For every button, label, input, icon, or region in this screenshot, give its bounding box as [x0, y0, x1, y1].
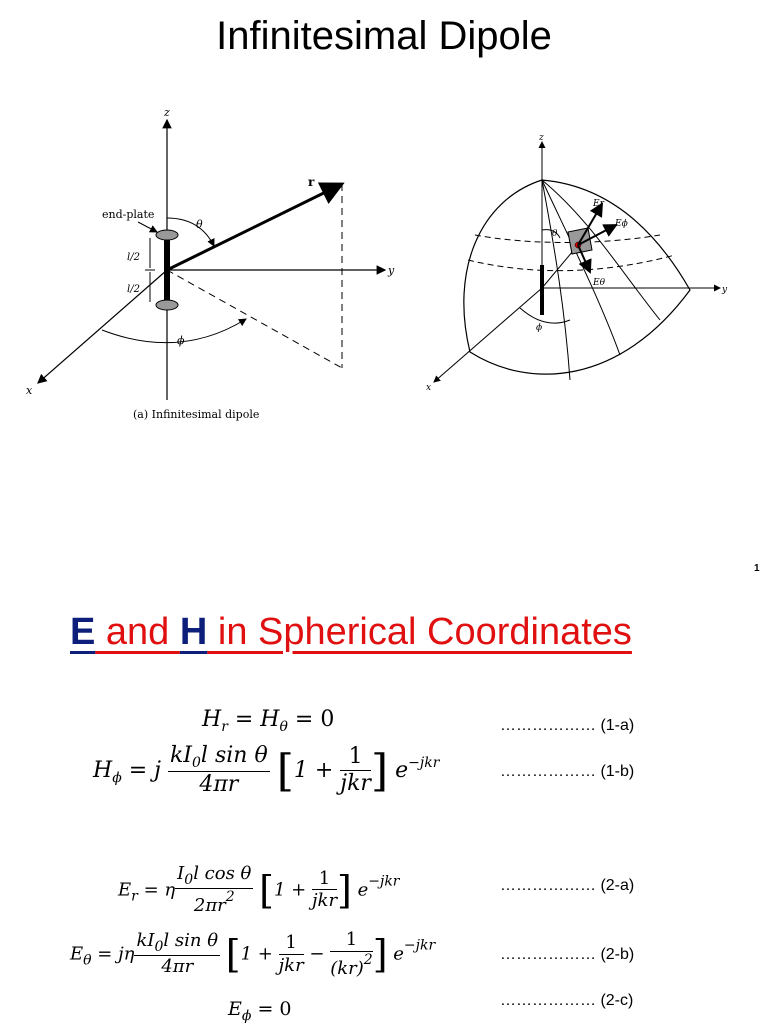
equation-2a: $E_r = \eta$ $\frac{I_0l \cos \theta}{2\pi r^2}$ [1 + $\frac{1}{\text{jkr}}$ ] $e^{-jkr}$	[118, 863, 400, 917]
equation-2b: $E_\theta = j\eta$ $\frac{kI_0l \sin \theta}{4\pi r}$ [1 + $\frac{1}{\text{jkr}}$ − $\frac{1}{(kr)^2}$ ] $e^{-jkr}$	[70, 929, 436, 979]
title-rest: in Spherical Coordinates	[207, 611, 632, 653]
spherical-field-figure	[420, 130, 740, 400]
equation-2c: $E_\phi = 0$	[228, 998, 292, 1024]
title-and: and	[95, 611, 180, 653]
equation-1b: $H_\phi = j$ $\frac{kI_0l \sin \theta}{4\pi r}$ [1 + $\frac{1}{\text{jkr}}$ ] $e^{-jkr}$	[93, 743, 440, 798]
end-plate-bottom	[156, 300, 178, 310]
r-label: r	[308, 175, 315, 189]
equation-ref-2b: ……………… (2-b)	[500, 946, 635, 963]
page-number: 1	[754, 563, 760, 574]
equation-ref-1a: ……………… (1-a)	[500, 717, 635, 734]
figure-caption: (a) Infinitesimal dipole	[133, 408, 260, 421]
z-label: z	[539, 133, 544, 143]
section-title	[70, 611, 632, 654]
title-h: H	[179, 611, 208, 653]
half-length-lower-label: l/2	[127, 284, 140, 295]
equation-ref-1b: ……………… (1-b)	[500, 763, 635, 780]
end-plate-top	[156, 230, 178, 240]
x-label: x	[26, 384, 33, 397]
equation-ref-2c: ……………… (2-c)	[500, 992, 634, 1009]
er-label: Er	[593, 199, 604, 209]
etheta-label: Eθ	[593, 278, 605, 288]
half-length-upper-label: l/2	[127, 252, 140, 263]
r-vector	[167, 184, 342, 270]
theta-label: θ	[552, 229, 558, 239]
ephi-label: Eϕ	[615, 219, 628, 229]
end-plate-label: end-plate	[102, 208, 155, 221]
y-label: y	[388, 264, 395, 277]
title-e: E	[70, 611, 96, 653]
y-label: y	[722, 285, 728, 295]
dipole-figure	[20, 100, 395, 430]
equation-1a: $H_r = H_\theta = 0$	[202, 707, 335, 735]
x-axis	[434, 288, 542, 382]
equation-ref-2a: ……………… (2-a)	[500, 877, 635, 894]
x-axis	[38, 270, 167, 383]
phi-label: ϕ	[536, 323, 543, 333]
theta-label: θ	[196, 218, 203, 231]
x-label: x	[426, 383, 432, 393]
phi-label: ϕ	[177, 334, 185, 347]
slide-title: Infinitesimal Dipole	[216, 14, 552, 58]
z-label: z	[164, 106, 170, 119]
